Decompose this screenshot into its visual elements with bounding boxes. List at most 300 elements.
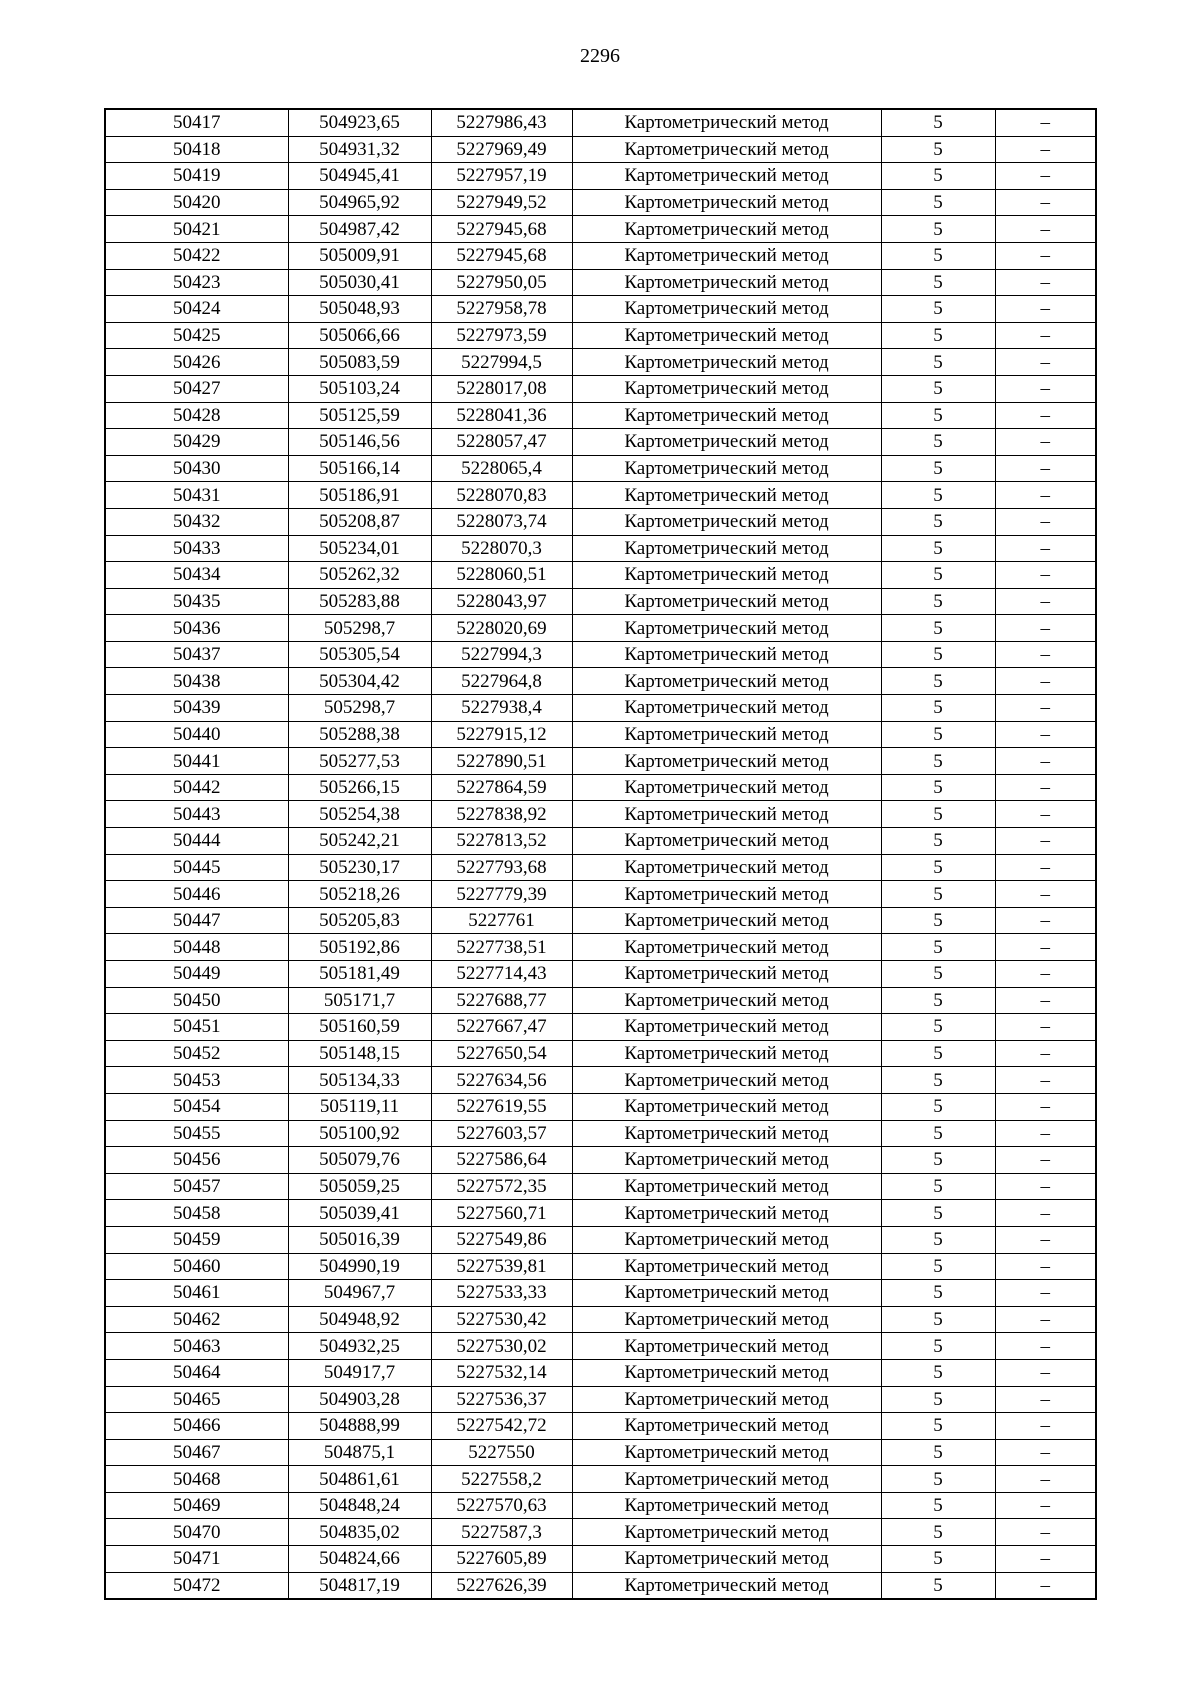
table-row bbox=[105, 242, 1096, 269]
table-row bbox=[105, 1386, 1096, 1413]
accuracy-cell: 5 bbox=[881, 429, 995, 456]
description-cell: – bbox=[995, 189, 1096, 216]
table-row bbox=[105, 1280, 1096, 1307]
point-number-cell: 50469 bbox=[105, 1492, 288, 1519]
y-coordinate-cell: 5227530,02 bbox=[431, 1333, 572, 1360]
accuracy-cell: 5 bbox=[881, 349, 995, 376]
x-coordinate-cell: 505298,7 bbox=[288, 615, 431, 642]
y-coordinate-cell: 5227560,71 bbox=[431, 1200, 572, 1227]
table-row bbox=[105, 1333, 1096, 1360]
table-row bbox=[105, 907, 1096, 934]
description-cell: – bbox=[995, 907, 1096, 934]
accuracy-cell: 5 bbox=[881, 987, 995, 1014]
x-coordinate-cell: 504875,1 bbox=[288, 1439, 431, 1466]
y-coordinate-cell: 5228017,08 bbox=[431, 375, 572, 402]
x-coordinate-cell: 505009,91 bbox=[288, 242, 431, 269]
description-cell: – bbox=[995, 881, 1096, 908]
point-number-cell: 50465 bbox=[105, 1386, 288, 1413]
table-row bbox=[105, 641, 1096, 668]
point-number-cell: 50444 bbox=[105, 828, 288, 855]
y-coordinate-cell: 5228043,97 bbox=[431, 588, 572, 615]
point-number-cell: 50459 bbox=[105, 1226, 288, 1253]
y-coordinate-cell: 5227587,3 bbox=[431, 1519, 572, 1546]
point-number-cell: 50431 bbox=[105, 482, 288, 509]
y-coordinate-cell: 5228057,47 bbox=[431, 429, 572, 456]
y-coordinate-cell: 5227938,4 bbox=[431, 695, 572, 722]
table-row bbox=[105, 296, 1096, 323]
method-cell: Картометрический метод bbox=[572, 349, 881, 376]
y-coordinate-cell: 5227586,64 bbox=[431, 1147, 572, 1174]
table-row bbox=[105, 109, 1096, 136]
point-number-cell: 50423 bbox=[105, 269, 288, 296]
point-number-cell: 50432 bbox=[105, 508, 288, 535]
table-row bbox=[105, 1439, 1096, 1466]
accuracy-cell: 5 bbox=[881, 801, 995, 828]
point-number-cell: 50441 bbox=[105, 748, 288, 775]
table-row bbox=[105, 535, 1096, 562]
accuracy-cell: 5 bbox=[881, 907, 995, 934]
description-cell: – bbox=[995, 1067, 1096, 1094]
y-coordinate-cell: 5227945,68 bbox=[431, 242, 572, 269]
x-coordinate-cell: 505283,88 bbox=[288, 588, 431, 615]
method-cell: Картометрический метод bbox=[572, 1226, 881, 1253]
description-cell: – bbox=[995, 695, 1096, 722]
method-cell: Картометрический метод bbox=[572, 1306, 881, 1333]
point-number-cell: 50462 bbox=[105, 1306, 288, 1333]
point-number-cell: 50442 bbox=[105, 774, 288, 801]
x-coordinate-cell: 505266,15 bbox=[288, 774, 431, 801]
y-coordinate-cell: 5227994,3 bbox=[431, 641, 572, 668]
description-cell: – bbox=[995, 109, 1096, 136]
method-cell: Картометрический метод bbox=[572, 535, 881, 562]
y-coordinate-cell: 5227761 bbox=[431, 907, 572, 934]
y-coordinate-cell: 5227838,92 bbox=[431, 801, 572, 828]
accuracy-cell: 5 bbox=[881, 269, 995, 296]
y-coordinate-cell: 5227890,51 bbox=[431, 748, 572, 775]
description-cell: – bbox=[995, 828, 1096, 855]
x-coordinate-cell: 505148,15 bbox=[288, 1040, 431, 1067]
point-number-cell: 50435 bbox=[105, 588, 288, 615]
y-coordinate-cell: 5227864,59 bbox=[431, 774, 572, 801]
description-cell: – bbox=[995, 987, 1096, 1014]
accuracy-cell: 5 bbox=[881, 854, 995, 881]
description-cell: – bbox=[995, 1280, 1096, 1307]
x-coordinate-cell: 504987,42 bbox=[288, 216, 431, 243]
x-coordinate-cell: 505146,56 bbox=[288, 429, 431, 456]
y-coordinate-cell: 5228020,69 bbox=[431, 615, 572, 642]
point-number-cell: 50458 bbox=[105, 1200, 288, 1227]
description-cell: – bbox=[995, 1333, 1096, 1360]
method-cell: Картометрический метод bbox=[572, 1014, 881, 1041]
y-coordinate-cell: 5227973,59 bbox=[431, 322, 572, 349]
point-number-cell: 50448 bbox=[105, 934, 288, 961]
x-coordinate-cell: 505160,59 bbox=[288, 1014, 431, 1041]
point-number-cell: 50451 bbox=[105, 1014, 288, 1041]
table-row bbox=[105, 1572, 1096, 1599]
accuracy-cell: 5 bbox=[881, 1466, 995, 1493]
method-cell: Картометрический метод bbox=[572, 269, 881, 296]
x-coordinate-cell: 505262,32 bbox=[288, 562, 431, 589]
table-row bbox=[105, 881, 1096, 908]
description-cell: – bbox=[995, 322, 1096, 349]
table-body bbox=[105, 109, 1096, 1599]
y-coordinate-cell: 5227626,39 bbox=[431, 1572, 572, 1599]
point-number-cell: 50439 bbox=[105, 695, 288, 722]
table-row bbox=[105, 1120, 1096, 1147]
table-row bbox=[105, 1546, 1096, 1573]
description-cell: – bbox=[995, 748, 1096, 775]
method-cell: Картометрический метод bbox=[572, 1200, 881, 1227]
x-coordinate-cell: 504835,02 bbox=[288, 1519, 431, 1546]
y-coordinate-cell: 5227605,89 bbox=[431, 1546, 572, 1573]
description-cell: – bbox=[995, 1466, 1096, 1493]
method-cell: Картометрический метод bbox=[572, 1572, 881, 1599]
accuracy-cell: 5 bbox=[881, 1439, 995, 1466]
method-cell: Картометрический метод bbox=[572, 1253, 881, 1280]
y-coordinate-cell: 5227945,68 bbox=[431, 216, 572, 243]
description-cell: – bbox=[995, 1173, 1096, 1200]
accuracy-cell: 5 bbox=[881, 1413, 995, 1440]
x-coordinate-cell: 505030,41 bbox=[288, 269, 431, 296]
x-coordinate-cell: 505083,59 bbox=[288, 349, 431, 376]
method-cell: Картометрический метод bbox=[572, 1359, 881, 1386]
x-coordinate-cell: 505234,01 bbox=[288, 535, 431, 562]
table-row bbox=[105, 136, 1096, 163]
y-coordinate-cell: 5227964,8 bbox=[431, 668, 572, 695]
point-number-cell: 50443 bbox=[105, 801, 288, 828]
description-cell: – bbox=[995, 508, 1096, 535]
description-cell: – bbox=[995, 721, 1096, 748]
method-cell: Картометрический метод bbox=[572, 1280, 881, 1307]
x-coordinate-cell: 504948,92 bbox=[288, 1306, 431, 1333]
method-cell: Картометрический метод bbox=[572, 402, 881, 429]
method-cell: Картометрический метод bbox=[572, 163, 881, 190]
accuracy-cell: 5 bbox=[881, 562, 995, 589]
y-coordinate-cell: 5227603,57 bbox=[431, 1120, 572, 1147]
method-cell: Картометрический метод bbox=[572, 1492, 881, 1519]
accuracy-cell: 5 bbox=[881, 1253, 995, 1280]
description-cell: – bbox=[995, 1253, 1096, 1280]
point-number-cell: 50450 bbox=[105, 987, 288, 1014]
coordinates-table bbox=[104, 108, 1097, 1600]
point-number-cell: 50430 bbox=[105, 455, 288, 482]
table-row bbox=[105, 854, 1096, 881]
point-number-cell: 50455 bbox=[105, 1120, 288, 1147]
y-coordinate-cell: 5227667,47 bbox=[431, 1014, 572, 1041]
point-number-cell: 50429 bbox=[105, 429, 288, 456]
y-coordinate-cell: 5227533,33 bbox=[431, 1280, 572, 1307]
description-cell: – bbox=[995, 774, 1096, 801]
accuracy-cell: 5 bbox=[881, 136, 995, 163]
table-row bbox=[105, 1200, 1096, 1227]
table-row bbox=[105, 508, 1096, 535]
accuracy-cell: 5 bbox=[881, 1173, 995, 1200]
point-number-cell: 50436 bbox=[105, 615, 288, 642]
table-row bbox=[105, 961, 1096, 988]
method-cell: Картометрический метод bbox=[572, 774, 881, 801]
point-number-cell: 50447 bbox=[105, 907, 288, 934]
point-number-cell: 50427 bbox=[105, 375, 288, 402]
method-cell: Картометрический метод bbox=[572, 296, 881, 323]
point-number-cell: 50452 bbox=[105, 1040, 288, 1067]
description-cell: – bbox=[995, 1014, 1096, 1041]
accuracy-cell: 5 bbox=[881, 508, 995, 535]
point-number-cell: 50472 bbox=[105, 1572, 288, 1599]
accuracy-cell: 5 bbox=[881, 588, 995, 615]
y-coordinate-cell: 5227986,43 bbox=[431, 109, 572, 136]
point-number-cell: 50438 bbox=[105, 668, 288, 695]
description-cell: – bbox=[995, 1147, 1096, 1174]
table-row bbox=[105, 1147, 1096, 1174]
table-row bbox=[105, 1413, 1096, 1440]
description-cell: – bbox=[995, 961, 1096, 988]
y-coordinate-cell: 5228073,74 bbox=[431, 508, 572, 535]
accuracy-cell: 5 bbox=[881, 242, 995, 269]
method-cell: Картометрический метод bbox=[572, 1466, 881, 1493]
description-cell: – bbox=[995, 668, 1096, 695]
accuracy-cell: 5 bbox=[881, 109, 995, 136]
method-cell: Картометрический метод bbox=[572, 136, 881, 163]
method-cell: Картометрический метод bbox=[572, 455, 881, 482]
method-cell: Картометрический метод bbox=[572, 562, 881, 589]
x-coordinate-cell: 505166,14 bbox=[288, 455, 431, 482]
method-cell: Картометрический метод bbox=[572, 1120, 881, 1147]
method-cell: Картометрический метод bbox=[572, 934, 881, 961]
point-number-cell: 50454 bbox=[105, 1093, 288, 1120]
x-coordinate-cell: 504817,19 bbox=[288, 1572, 431, 1599]
method-cell: Картометрический метод bbox=[572, 322, 881, 349]
point-number-cell: 50434 bbox=[105, 562, 288, 589]
y-coordinate-cell: 5227688,77 bbox=[431, 987, 572, 1014]
point-number-cell: 50440 bbox=[105, 721, 288, 748]
accuracy-cell: 5 bbox=[881, 482, 995, 509]
y-coordinate-cell: 5227619,55 bbox=[431, 1093, 572, 1120]
method-cell: Картометрический метод bbox=[572, 801, 881, 828]
accuracy-cell: 5 bbox=[881, 721, 995, 748]
description-cell: – bbox=[995, 641, 1096, 668]
method-cell: Картометрический метод bbox=[572, 695, 881, 722]
x-coordinate-cell: 505016,39 bbox=[288, 1226, 431, 1253]
description-cell: – bbox=[995, 1040, 1096, 1067]
y-coordinate-cell: 5227542,72 bbox=[431, 1413, 572, 1440]
table-row bbox=[105, 1040, 1096, 1067]
table-row bbox=[105, 455, 1096, 482]
y-coordinate-cell: 5227969,49 bbox=[431, 136, 572, 163]
point-number-cell: 50426 bbox=[105, 349, 288, 376]
accuracy-cell: 5 bbox=[881, 961, 995, 988]
x-coordinate-cell: 504923,65 bbox=[288, 109, 431, 136]
accuracy-cell: 5 bbox=[881, 934, 995, 961]
table-row bbox=[105, 1359, 1096, 1386]
x-coordinate-cell: 504945,41 bbox=[288, 163, 431, 190]
point-number-cell: 50453 bbox=[105, 1067, 288, 1094]
description-cell: – bbox=[995, 854, 1096, 881]
accuracy-cell: 5 bbox=[881, 774, 995, 801]
y-coordinate-cell: 5227634,56 bbox=[431, 1067, 572, 1094]
point-number-cell: 50425 bbox=[105, 322, 288, 349]
method-cell: Картометрический метод bbox=[572, 748, 881, 775]
table-row bbox=[105, 1226, 1096, 1253]
method-cell: Картометрический метод bbox=[572, 615, 881, 642]
method-cell: Картометрический метод bbox=[572, 668, 881, 695]
y-coordinate-cell: 5227915,12 bbox=[431, 721, 572, 748]
y-coordinate-cell: 5227558,2 bbox=[431, 1466, 572, 1493]
point-number-cell: 50470 bbox=[105, 1519, 288, 1546]
accuracy-cell: 5 bbox=[881, 1093, 995, 1120]
method-cell: Картометрический метод bbox=[572, 1067, 881, 1094]
table-row bbox=[105, 668, 1096, 695]
y-coordinate-cell: 5227813,52 bbox=[431, 828, 572, 855]
x-coordinate-cell: 505305,54 bbox=[288, 641, 431, 668]
table-row bbox=[105, 349, 1096, 376]
point-number-cell: 50463 bbox=[105, 1333, 288, 1360]
accuracy-cell: 5 bbox=[881, 455, 995, 482]
accuracy-cell: 5 bbox=[881, 695, 995, 722]
table-row bbox=[105, 163, 1096, 190]
table-row bbox=[105, 934, 1096, 961]
point-number-cell: 50466 bbox=[105, 1413, 288, 1440]
point-number-cell: 50419 bbox=[105, 163, 288, 190]
table-row bbox=[105, 562, 1096, 589]
x-coordinate-cell: 505208,87 bbox=[288, 508, 431, 535]
accuracy-cell: 5 bbox=[881, 1226, 995, 1253]
point-number-cell: 50422 bbox=[105, 242, 288, 269]
description-cell: – bbox=[995, 136, 1096, 163]
description-cell: – bbox=[995, 375, 1096, 402]
x-coordinate-cell: 504931,32 bbox=[288, 136, 431, 163]
table-row bbox=[105, 1492, 1096, 1519]
description-cell: – bbox=[995, 615, 1096, 642]
description-cell: – bbox=[995, 801, 1096, 828]
description-cell: – bbox=[995, 242, 1096, 269]
y-coordinate-cell: 5227950,05 bbox=[431, 269, 572, 296]
x-coordinate-cell: 504917,7 bbox=[288, 1359, 431, 1386]
point-number-cell: 50471 bbox=[105, 1546, 288, 1573]
x-coordinate-cell: 505119,11 bbox=[288, 1093, 431, 1120]
accuracy-cell: 5 bbox=[881, 668, 995, 695]
x-coordinate-cell: 505100,92 bbox=[288, 1120, 431, 1147]
accuracy-cell: 5 bbox=[881, 1519, 995, 1546]
description-cell: – bbox=[995, 1093, 1096, 1120]
x-coordinate-cell: 505218,26 bbox=[288, 881, 431, 908]
y-coordinate-cell: 5228070,83 bbox=[431, 482, 572, 509]
point-number-cell: 50418 bbox=[105, 136, 288, 163]
point-number-cell: 50468 bbox=[105, 1466, 288, 1493]
table-row bbox=[105, 615, 1096, 642]
table-row bbox=[105, 429, 1096, 456]
description-cell: – bbox=[995, 482, 1096, 509]
accuracy-cell: 5 bbox=[881, 189, 995, 216]
accuracy-cell: 5 bbox=[881, 1067, 995, 1094]
table-row bbox=[105, 269, 1096, 296]
description-cell: – bbox=[995, 934, 1096, 961]
table-row bbox=[105, 1067, 1096, 1094]
x-coordinate-cell: 504824,66 bbox=[288, 1546, 431, 1573]
accuracy-cell: 5 bbox=[881, 402, 995, 429]
accuracy-cell: 5 bbox=[881, 163, 995, 190]
table-row bbox=[105, 801, 1096, 828]
point-number-cell: 50449 bbox=[105, 961, 288, 988]
method-cell: Картометрический метод bbox=[572, 1413, 881, 1440]
accuracy-cell: 5 bbox=[881, 748, 995, 775]
x-coordinate-cell: 504990,19 bbox=[288, 1253, 431, 1280]
accuracy-cell: 5 bbox=[881, 296, 995, 323]
table-row bbox=[105, 402, 1096, 429]
x-coordinate-cell: 505242,21 bbox=[288, 828, 431, 855]
point-number-cell: 50464 bbox=[105, 1359, 288, 1386]
point-number-cell: 50420 bbox=[105, 189, 288, 216]
x-coordinate-cell: 504861,61 bbox=[288, 1466, 431, 1493]
method-cell: Картометрический метод bbox=[572, 588, 881, 615]
description-cell: – bbox=[995, 1519, 1096, 1546]
y-coordinate-cell: 5227536,37 bbox=[431, 1386, 572, 1413]
y-coordinate-cell: 5227532,14 bbox=[431, 1359, 572, 1386]
accuracy-cell: 5 bbox=[881, 375, 995, 402]
x-coordinate-cell: 504903,28 bbox=[288, 1386, 431, 1413]
description-cell: – bbox=[995, 1200, 1096, 1227]
y-coordinate-cell: 5227572,35 bbox=[431, 1173, 572, 1200]
accuracy-cell: 5 bbox=[881, 535, 995, 562]
x-coordinate-cell: 505039,41 bbox=[288, 1200, 431, 1227]
point-number-cell: 50421 bbox=[105, 216, 288, 243]
x-coordinate-cell: 505066,66 bbox=[288, 322, 431, 349]
method-cell: Картометрический метод bbox=[572, 1439, 881, 1466]
description-cell: – bbox=[995, 1120, 1096, 1147]
point-number-cell: 50457 bbox=[105, 1173, 288, 1200]
x-coordinate-cell: 505181,49 bbox=[288, 961, 431, 988]
point-number-cell: 50424 bbox=[105, 296, 288, 323]
accuracy-cell: 5 bbox=[881, 828, 995, 855]
table-row bbox=[105, 375, 1096, 402]
x-coordinate-cell: 505125,59 bbox=[288, 402, 431, 429]
table-row bbox=[105, 828, 1096, 855]
point-number-cell: 50437 bbox=[105, 641, 288, 668]
table-row bbox=[105, 987, 1096, 1014]
description-cell: – bbox=[995, 429, 1096, 456]
y-coordinate-cell: 5227994,5 bbox=[431, 349, 572, 376]
table-row bbox=[105, 1519, 1096, 1546]
point-number-cell: 50445 bbox=[105, 854, 288, 881]
method-cell: Картометрический метод bbox=[572, 482, 881, 509]
y-coordinate-cell: 5227549,86 bbox=[431, 1226, 572, 1253]
accuracy-cell: 5 bbox=[881, 1386, 995, 1413]
x-coordinate-cell: 504932,25 bbox=[288, 1333, 431, 1360]
description-cell: – bbox=[995, 562, 1096, 589]
table-row bbox=[105, 695, 1096, 722]
table-row bbox=[105, 721, 1096, 748]
y-coordinate-cell: 5227539,81 bbox=[431, 1253, 572, 1280]
method-cell: Картометрический метод bbox=[572, 216, 881, 243]
point-number-cell: 50467 bbox=[105, 1439, 288, 1466]
method-cell: Картометрический метод bbox=[572, 721, 881, 748]
accuracy-cell: 5 bbox=[881, 1333, 995, 1360]
table-row bbox=[105, 482, 1096, 509]
x-coordinate-cell: 505134,33 bbox=[288, 1067, 431, 1094]
method-cell: Картометрический метод bbox=[572, 1040, 881, 1067]
description-cell: – bbox=[995, 1413, 1096, 1440]
description-cell: – bbox=[995, 349, 1096, 376]
x-coordinate-cell: 505059,25 bbox=[288, 1173, 431, 1200]
accuracy-cell: 5 bbox=[881, 1040, 995, 1067]
table-row bbox=[105, 748, 1096, 775]
method-cell: Картометрический метод bbox=[572, 1173, 881, 1200]
x-coordinate-cell: 505079,76 bbox=[288, 1147, 431, 1174]
method-cell: Картометрический метод bbox=[572, 1546, 881, 1573]
method-cell: Картометрический метод bbox=[572, 375, 881, 402]
method-cell: Картометрический метод bbox=[572, 961, 881, 988]
point-number-cell: 50433 bbox=[105, 535, 288, 562]
accuracy-cell: 5 bbox=[881, 1147, 995, 1174]
